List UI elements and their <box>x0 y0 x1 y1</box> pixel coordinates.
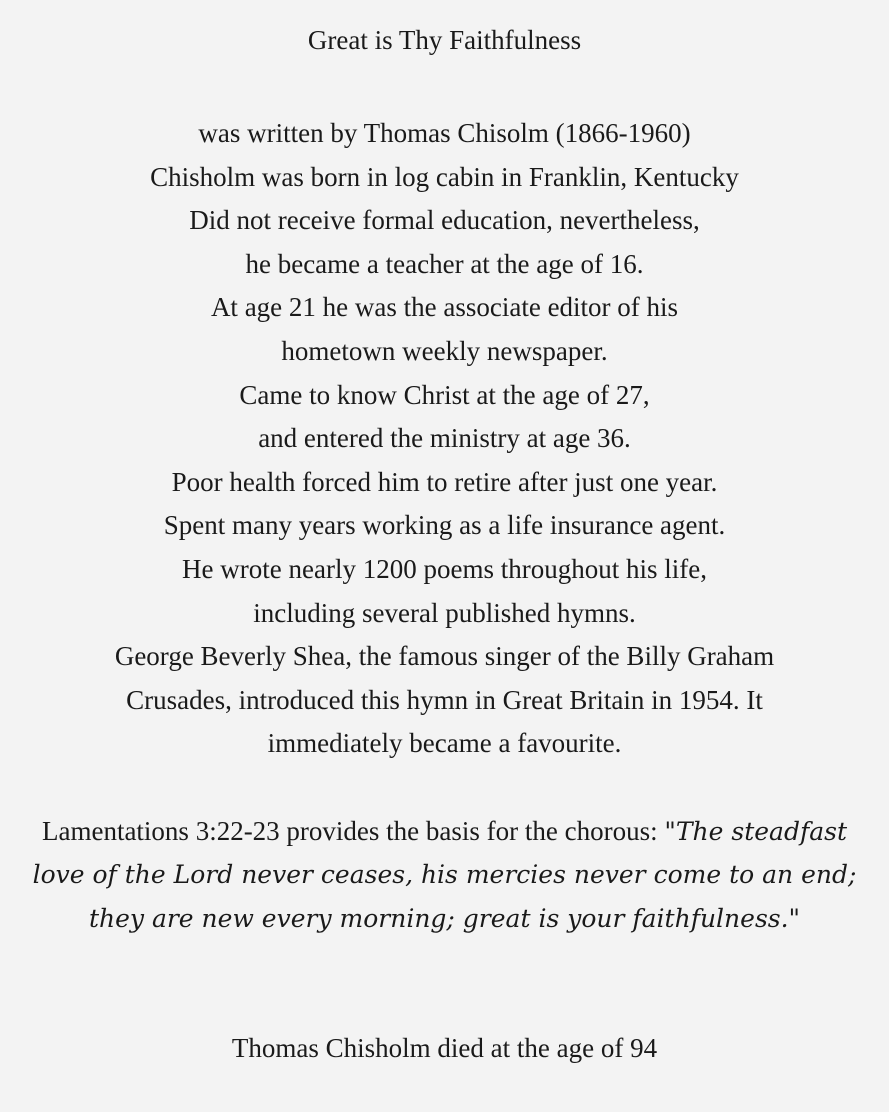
biography-text <box>0 112 889 766</box>
closing-line: Thomas Chisholm died at the age of 94 <box>231 1033 658 1063</box>
bio-line: was written by Thomas Chisolm (1866-1960) <box>198 118 691 148</box>
scripture-intro: Lamentations 3:22-23 provides the basis for the chorous: <box>41 816 665 846</box>
bio-line: He wrote nearly 1200 poems throughout his life, <box>182 553 707 584</box>
bio-line: At age 21 he was the associate editor of his <box>210 292 679 323</box>
bio-line: Crusades, introduced this hymn in Great Britain in 1954. It <box>126 684 763 715</box>
bio-line: immediately became a favourite. <box>267 728 622 759</box>
bio-line: Did not receive formal education, nevertheless, <box>189 205 700 236</box>
bio-line: Chisholm was born in log cabin in Franklin, Kentucky <box>150 161 739 192</box>
page-title: Great is Thy Faithfulness <box>307 25 582 55</box>
scripture-quote: "The steadfast love of the Lord never ceases, his mercies never come to an end; they are new every morning; great is your faithfulness." <box>32 817 857 933</box>
bio-line: Spent many years working as a life insurance agent. <box>163 510 726 541</box>
bio-line: including several published hymns. <box>253 597 636 628</box>
bio-line: he became a teacher at the age of 16. <box>245 248 644 279</box>
scripture-paragraph <box>30 810 859 940</box>
bio-line: and entered the ministry at age 36. <box>258 423 631 454</box>
bio-line: George Beverly Shea, the famous singer of the Billy Graham <box>114 641 775 672</box>
bio-line: Poor health forced him to retire after just one year. <box>171 466 718 497</box>
bio-line: hometown weekly newspaper. <box>281 335 608 366</box>
bio-line: Came to know Christ at the age of 27, <box>239 379 650 410</box>
